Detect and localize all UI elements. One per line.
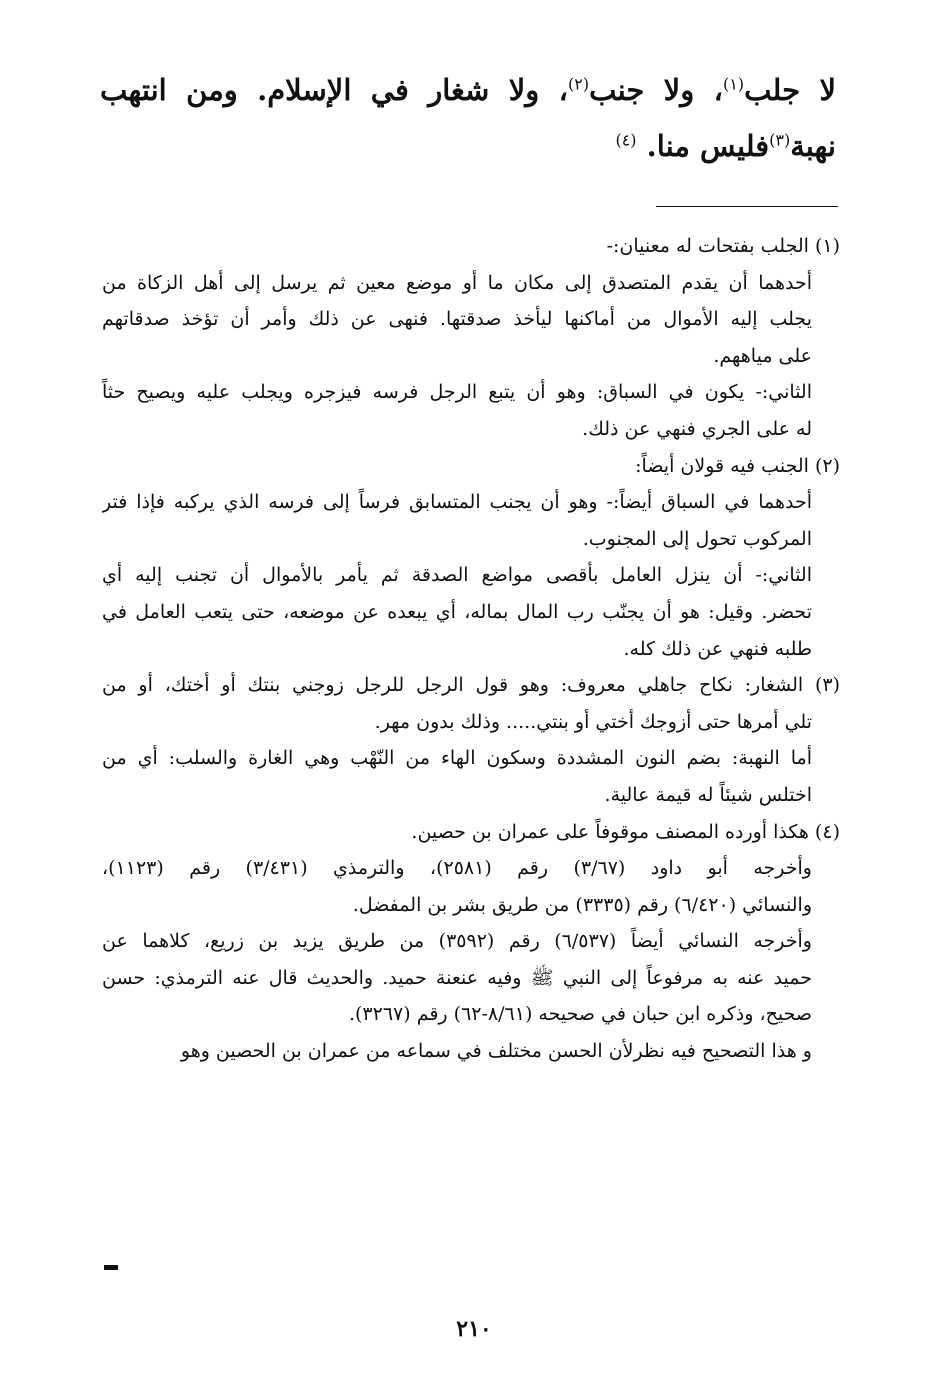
footnote-line: (٢) الجنب فيه قولان أيضاً:: [635, 454, 840, 477]
footnote-line: على مياههم.: [713, 344, 812, 367]
footnote-line: أحدهما أن يقدم المتصدق إلى مكان ما أو موضع معين ثم يرسل إلى أهل الزكاة من: [102, 271, 812, 294]
footnote-ref-2: (٢): [568, 74, 590, 94]
hadith-segment: ، ولا شغار في الإسلام. ومن انتهب: [100, 73, 569, 107]
footnote-line: وأخرجه أبو داود (٣/٦٧) رقم (٢٥٨١)، والترمذي (٣/٤٣١) رقم (١١٢٣)،: [102, 857, 812, 880]
footnote-line: والنسائي (٦/٤٢٠) رقم (٣٣٣٥) من طريق بشر بن المفضل.: [352, 893, 812, 916]
hadith-line-1: [100, 62, 836, 118]
footnote-line: اختلس شيئاً له قيمة عالية.: [604, 783, 812, 806]
footnote-line: المركوب تحول إلى المجنوب.: [582, 527, 812, 550]
footnote-line: له على الجري فنهي عن ذلك.: [582, 417, 812, 440]
footnote-line: طلبه فنهي عن ذلك كله.: [623, 637, 812, 660]
footnote-line: أما النهبة: بضم النون المشددة وسكون الهاء من النّهْب وهي الغارة والسلب: أي من: [102, 747, 812, 770]
hadith-segment: ، ولا جنب: [589, 73, 723, 107]
hadith-segment: فليس منا.: [646, 129, 770, 163]
footnote-line: وأخرجه النسائي أيضاً (٦/٥٣٧) رقم (٣٥٩٢) من طريق يزيد بن زريع، كلاهما عن: [102, 930, 812, 953]
footnote-line: الثاني:- أن ينزل العامل بأقصى مواضع الصدقة ثم يأمر بالأموال أن تجنب إليه أي: [102, 564, 812, 587]
footnote-line: الثاني:- يكون في السباق: وهو أن يتبع الرجل فرسه فيزجره ويجلب عليه ويصيح حثاً: [102, 381, 812, 404]
footnote-ref-4: (٤): [615, 130, 637, 150]
hadith-line-2: [100, 118, 836, 174]
page-number: ٢١٠: [456, 1316, 492, 1342]
footnote-ref-1: (١): [722, 74, 745, 94]
footnote-line: حميد عنه به مرفوعاً إلى النبي ﷺ وفيه عنعنة حميد. والحديث قال عنه الترمذي: حسن: [102, 966, 812, 989]
footnote-ref-3: (٣): [769, 130, 791, 150]
footnote-line: (٣) الشغار: نكاح جاهلي معروف: وهو قول الرجل للرجل زوجني بنتك أو أختك، أو من: [102, 674, 840, 697]
footnote-line: تلي أمرها حتى أزوجك أختي أو بنتي..... وذلك بدون مهر.: [374, 710, 812, 733]
footnote-separator: [656, 206, 838, 207]
footnote-line: تحضر. وقيل: هو أن يجنّب رب المال بماله، أي يبعده عن موضعه، حتى يتعب العامل في: [102, 600, 812, 623]
hadith-text: [100, 62, 836, 174]
hadith-segment: لا جلب: [744, 73, 836, 107]
hadith-segment: نهبة: [790, 129, 836, 163]
footnote-line: (١) الجلب بفتحات له معنيان:-: [606, 235, 840, 257]
footnotes-section: [102, 228, 840, 1070]
footnote-line: أحدهما في السباق أيضاً:- وهو أن يجنب المتسابق فرساً إلى فرسه الذي يركبه فإذا فتر: [102, 491, 812, 514]
footnote-line: و هذا التصحيح فيه نظرلأن الحسن مختلف في سماعه من عمران بن الحصين وهو: [180, 1040, 812, 1063]
continuation-mark: [104, 1265, 118, 1270]
footnote-line: صحيح، وذكره ابن حبان في صحيحه (٨/٦١-٦٢) رقم (٣٢٦٧).: [348, 1003, 812, 1026]
footnote-line: يجلب إليه الأموال من أماكنها ليأخذ صدقتها. فنهى عن ذلك وأمر أن تؤخذ صدقاتهم: [102, 308, 812, 331]
footnote-line: (٤) هكذا أورده المصنف موقوفاً على عمران بن حصين.: [411, 820, 840, 843]
